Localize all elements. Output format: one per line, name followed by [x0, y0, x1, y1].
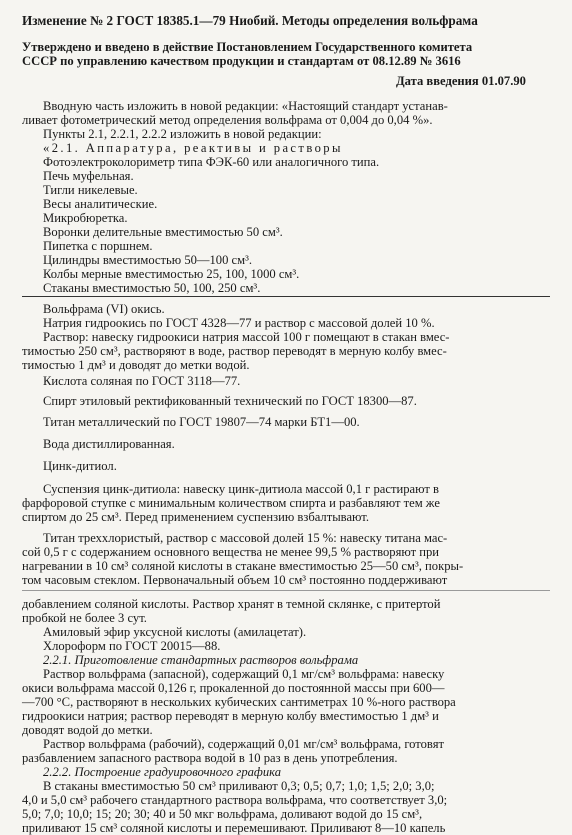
body-line: нагревании в 10 см³ соляной кислоты в стакане вместимостью 25—50 см³, покры- — [22, 559, 464, 573]
body-line: Цилиндры вместимостью 50—100 см³. — [43, 253, 253, 267]
body-line: Пункты 2.1, 2.2.1, 2.2.2 изложить в новой редакции: — [43, 127, 322, 141]
body-line: Микробюретка. — [43, 211, 128, 225]
body-line: Раствор вольфрама (рабочий), содержащий 0,01 мг/см³ вольфрама, готовят — [43, 737, 445, 751]
body-line: Вольфрама (VI) окись. — [43, 302, 165, 316]
body-line: Раствор: навеску гидроокиси натрия массой 100 г помещают в стакан вмес- — [43, 330, 450, 344]
body-line: Амиловый эфир уксусной кислоты (амилацетат). — [43, 625, 307, 639]
body-line: Весы аналитические. — [43, 197, 158, 211]
body-line: Титан металлический по ГОСТ 19807—74 марки БТ1—00. — [43, 415, 360, 429]
subsection-heading: 2.2.2. Построение градуировочного графика — [43, 765, 282, 779]
subsection-heading: 2.2.1. Приготовление стандартных растворов вольфрама — [43, 653, 359, 667]
body-line: приливают 15 см³ соляной кислоты и перемешивают. Приливают 8—10 капель — [22, 821, 446, 835]
body-line: окиси вольфрама массой 0,126 г, прокаленной до постоянной массы при 600— — [22, 681, 445, 695]
body-line: Печь муфельная. — [43, 169, 134, 183]
section-heading: «2.1. Аппаратура, реактивы и растворы — [43, 141, 343, 155]
body-line: Кислота соляная по ГОСТ 3118—77. — [43, 374, 241, 388]
introduction-date: Дата введения 01.07.90 — [396, 74, 526, 88]
paste-divider — [22, 590, 550, 591]
body-line: фарфоровой ступке с минимальным количеством спирта и разбавляют тем же — [22, 496, 440, 510]
body-line: Пипетка с поршнем. — [43, 239, 153, 253]
body-line: гидроокиси натрия; раствор переводят в мерную колбу вместимостью 1 дм³ и — [22, 709, 439, 723]
body-line: Вода дистиллированная. — [43, 437, 175, 451]
body-line: Цинк-дитиол. — [43, 459, 117, 473]
body-line: сой 0,5 г с содержанием основного вещества не менее 99,5 % растворяют при — [22, 545, 440, 559]
body-line: доводят водой до метки. — [22, 723, 153, 737]
body-line: том часовым стеклом. Первоначальный объем 10 см³ постоянно поддерживают — [22, 573, 448, 587]
body-line: Суспензия цинк-дитиола: навеску цинк-дитиола массой 0,1 г растирают в — [43, 482, 439, 496]
paste-divider — [22, 296, 550, 297]
body-line: Раствор вольфрама (запасной), содержащий 0,1 мг/см³ вольфрама: навеску — [43, 667, 445, 681]
body-line: Колбы мерные вместимостью 25, 100, 1000 см³. — [43, 267, 300, 281]
body-line: —700 °С, растворяют в нескольких кубических сантиметрах 10 %-ного раствора — [22, 695, 456, 709]
body-line: Хлороформ по ГОСТ 20015—88. — [43, 639, 221, 653]
body-line: Воронки делительные вместимостью 50 см³. — [43, 225, 283, 239]
body-line: Натрия гидроокись по ГОСТ 4328—77 и раствор с массовой долей 10 %. — [43, 316, 435, 330]
body-line: спиртом до 25 см³. Перед применением суспензию взбалтывают. — [22, 510, 369, 524]
body-line: тимостью 250 см³, растворяют в воде, раствор переводят в мерную колбу вмес- — [22, 344, 447, 358]
body-line: тимостью 1 дм³ и доводят до метки водой. — [22, 358, 250, 372]
approval-line-2: СССР по управлению качеством продукции и стандартам от 08.12.89 № 3616 — [22, 54, 461, 68]
body-line: Стаканы вместимостью 50, 100, 250 см³. — [43, 281, 261, 295]
body-line: Тигли никелевые. — [43, 183, 138, 197]
amendment-title: Изменение № 2 ГОСТ 18385.1—79 Ниобий. Методы определения вольфрама — [22, 13, 478, 28]
body-line: разбавлением запасного раствора водой в 10 раз в день употребления. — [22, 751, 398, 765]
body-line: пробкой не более 3 сут. — [22, 611, 147, 625]
body-line: Спирт этиловый ректификованный технический по ГОСТ 18300—87. — [43, 394, 417, 408]
approval-line-1: Утверждено и введено в действие Постановлением Государственного комитета — [22, 40, 473, 54]
body-line: 4,0 и 5,0 см³ рабочего стандартного раствора вольфрама, что соответствует 3,0; — [22, 793, 448, 807]
body-line: Фотоэлектроколориметр типа ФЭК-60 или аналогичного типа. — [43, 155, 380, 169]
body-line: Вводную часть изложить в новой редакции: «Настоящий стандарт устанав- — [43, 99, 448, 113]
body-line: ливает фотометрический метод определения вольфрама от 0,004 до 0,04 %». — [22, 113, 433, 127]
body-line: В стаканы вместимостью 50 см³ приливают 0,3; 0,5; 0,7; 1,0; 1,5; 2,0; 3,0; — [43, 779, 435, 793]
body-line: 5,0; 7,0; 10,0; 15; 20; 30; 40 и 50 мкг вольфрама, доливают водой до 15 см³, — [22, 807, 423, 821]
body-line: Титан треххлористый, раствор с массовой долей 15 %: навеску титана мас- — [43, 531, 448, 545]
body-line: добавлением соляной кислоты. Раствор хранят в темной склянке, с притертой — [22, 597, 441, 611]
